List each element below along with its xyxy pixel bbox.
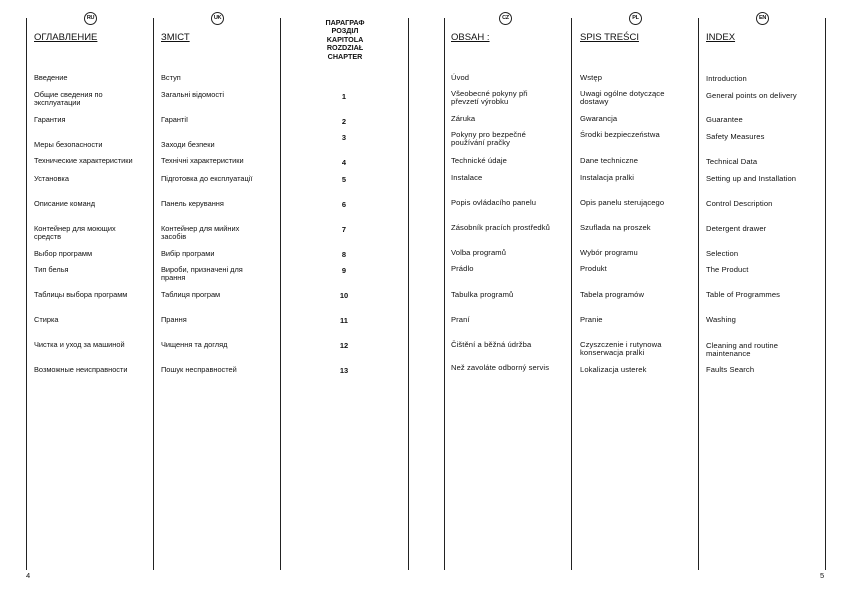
contents-entry-cz: Technické údaje: [451, 156, 507, 165]
contents-entry-ru: Возможные неисправности: [34, 365, 128, 374]
contents-entry-ru: Стирка: [34, 315, 59, 324]
contents-entry-uk: Прання: [161, 315, 187, 324]
page-number-right: 5: [820, 571, 825, 580]
column-divider: [280, 18, 281, 570]
contents-entry-uk: Заходи безпеки: [161, 140, 215, 149]
chapter-number: 7: [341, 225, 347, 234]
contents-entry-uk: Панель керування: [161, 199, 224, 208]
contents-entry-uk: Гарантії: [161, 115, 189, 124]
contents-entry-uk: Технічні характеристики: [161, 156, 244, 165]
chapter-heading-line: KAPITOLA: [326, 34, 364, 44]
chapter-number: 11: [340, 316, 348, 325]
chapter-number: 5: [341, 175, 347, 184]
heading-cz: OBSAH :: [451, 32, 490, 43]
column-divider: [408, 18, 409, 570]
language-badge-en: EN: [756, 12, 769, 25]
heading-ru: ОГЛАВЛЕНИЕ: [34, 32, 98, 43]
contents-entry-pl: Wybór programu: [580, 248, 638, 257]
contents-entry-cz: Praní: [451, 315, 470, 324]
contents-entry-cz: Zásobník pracích prostředků: [451, 223, 550, 232]
chapter-number: 10: [339, 291, 349, 300]
contents-entry-cz: Volba programů: [451, 248, 507, 257]
contents-entry-ru: Тип белья: [34, 265, 69, 274]
contents-entry-en: Safety Measures: [706, 132, 765, 141]
chapter-number: 6: [341, 200, 347, 209]
heading-pl: SPIS TREŚCI: [580, 32, 639, 43]
contents-entry-pl: Gwarancja: [580, 114, 618, 123]
chapter-number: 4: [341, 158, 347, 167]
column-divider: [825, 18, 826, 570]
contents-entry-en: Faults Search: [706, 365, 755, 374]
contents-entry-cz: Pokyny pro bezpečné používání pračky: [451, 130, 526, 148]
contents-entry-en: Detergent drawer: [706, 224, 767, 233]
contents-entry-ru: Гарантия: [34, 115, 66, 124]
contents-entry-en: The Product: [706, 265, 749, 274]
chapter-number: 8: [341, 250, 347, 259]
contents-entry-pl: Uwagi ogólne dotyczące dostawy: [580, 89, 665, 107]
heading-en: INDEX: [706, 32, 736, 43]
chapter-number: 2: [341, 117, 347, 126]
language-badge-uk: UK: [211, 12, 224, 25]
contents-entry-cz: Tabulka programů: [451, 290, 514, 299]
contents-entry-cz: Čištění a běžná údržba: [451, 340, 532, 349]
column-divider: [444, 18, 445, 570]
contents-entry-en: Cleaning and routine maintenance: [706, 341, 779, 359]
contents-entry-cz: Popis ovládacího panelu: [451, 198, 537, 207]
chapter-heading-line: ПАРАГРАФ: [325, 18, 365, 27]
contents-entry-uk: Підготовка до експлуатації: [161, 174, 253, 183]
contents-entry-en: Setting up and Installation: [706, 174, 797, 183]
contents-entry-uk: Вступ: [161, 73, 181, 82]
contents-entry-cz: Úvod: [451, 73, 470, 82]
contents-entry-pl: Pranie: [580, 315, 603, 324]
contents-entry-cz: Než zavoláte odborný servis: [451, 363, 550, 372]
page-number-left: 4: [26, 571, 31, 580]
chapter-number: 13: [339, 366, 349, 375]
contents-entry-pl: Produkt: [580, 264, 607, 273]
contents-entry-ru: Таблицы выбора программ: [34, 290, 128, 299]
chapter-heading-line: ROZDZIAŁ: [326, 43, 364, 53]
chapter-heading-line: РОЗДІЛ: [331, 26, 359, 36]
contents-entry-en: Guarantee: [706, 115, 743, 124]
column-divider: [26, 18, 27, 570]
contents-entry-ru: Описание команд: [34, 199, 96, 208]
contents-entry-cz: Záruka: [451, 114, 476, 123]
heading-uk: ЗМІСТ: [161, 32, 190, 43]
contents-entry-cz: Instalace: [451, 173, 483, 182]
language-badge-cz: CZ: [499, 12, 512, 25]
contents-entry-uk: Таблиця програм: [161, 290, 221, 299]
contents-entry-ru: Установка: [34, 174, 69, 183]
contents-entry-ru: Выбор программ: [34, 249, 93, 258]
contents-entry-en: Control Description: [706, 199, 773, 208]
chapter-number: 3: [341, 133, 347, 142]
language-badge-ru: RU: [84, 12, 97, 25]
chapter-number: 9: [341, 266, 347, 275]
contents-entry-en: Technical Data: [706, 157, 758, 166]
contents-entry-en: Introduction: [706, 74, 747, 83]
chapter-number: 12: [339, 341, 349, 350]
contents-entry-uk: Контейнер для мийних засобів: [161, 224, 240, 242]
contents-entry-uk: Пошук несправностей: [161, 365, 237, 374]
contents-entry-ru: Контейнер для моющих средств: [34, 224, 116, 242]
contents-entry-pl: Szuflada na proszek: [580, 223, 651, 232]
contents-entry-pl: Instalacja pralki: [580, 173, 635, 182]
contents-entry-uk: Чищення та догляд: [161, 340, 228, 349]
contents-entry-en: Washing: [706, 315, 736, 324]
contents-entry-uk: Загальні відомості: [161, 90, 225, 99]
contents-entry-en: Selection: [706, 249, 739, 258]
contents-entry-ru: Чистка и уход за машиной: [34, 340, 125, 349]
contents-entry-ru: Введение: [34, 73, 68, 82]
contents-entry-uk: Вироби, призначені для прання: [161, 265, 243, 283]
contents-entry-pl: Dane techniczne: [580, 156, 639, 165]
chapter-column-heading: [310, 19, 380, 61]
contents-entry-pl: Tabela programów: [580, 290, 645, 299]
contents-entry-pl: Wstęp: [580, 73, 603, 82]
contents-entry-ru: Технические характеристики: [34, 156, 133, 165]
language-badge-pl: PL: [629, 12, 642, 25]
contents-entry-cz: Všeobecné pokyny při převzetí výrobku: [451, 89, 528, 107]
contents-entry-cz: Prádlo: [451, 264, 474, 273]
contents-entry-pl: Lokalizacja usterek: [580, 365, 647, 374]
contents-entry-pl: Opis panelu sterującego: [580, 198, 665, 207]
contents-entry-en: General points on delivery: [706, 91, 797, 100]
contents-entry-en: Table of Programmes: [706, 290, 781, 299]
contents-entry-ru: Общие сведения по эксплуатации: [34, 90, 103, 108]
column-divider: [698, 18, 699, 570]
column-divider: [571, 18, 572, 570]
contents-entry-ru: Меры безопасности: [34, 140, 103, 149]
contents-entry-pl: Czyszczenie i rutynowa konserwacja pralki: [580, 340, 662, 358]
contents-entry-uk: Вибір програми: [161, 249, 215, 258]
contents-entry-pl: Środki bezpieczeństwa: [580, 130, 660, 139]
chapter-number: 1: [341, 92, 347, 101]
chapter-heading-line: CHAPTER: [327, 51, 363, 61]
column-divider: [153, 18, 154, 570]
